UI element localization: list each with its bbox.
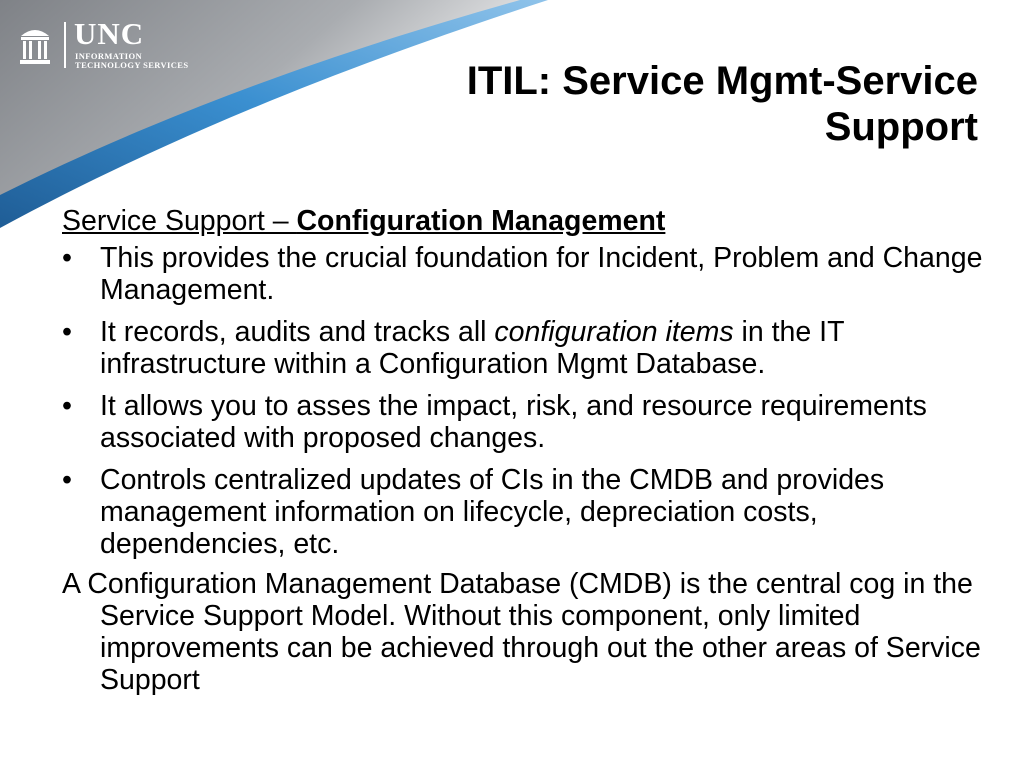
bullet-text: It allows you to asses the impact, risk, and resource requirements associated with proposed changes. bbox=[100, 390, 927, 454]
bullet-item bbox=[62, 390, 992, 454]
bullet-icon: • bbox=[62, 390, 72, 422]
old-well-icon bbox=[18, 22, 52, 66]
title-line-2: Support bbox=[824, 105, 978, 149]
bullet-icon: • bbox=[62, 464, 72, 496]
bullet-text: Controls centralized updates of CIs in the CMDB and provides management information on lifecycle, depreciation costs, dependencies, etc. bbox=[100, 464, 885, 560]
section-heading-bold: Configuration Management bbox=[296, 205, 666, 237]
bullet-text-before: It records, audits and tracks all bbox=[100, 316, 495, 348]
bullet-icon: • bbox=[62, 242, 72, 274]
slide-body bbox=[62, 205, 992, 696]
bullet-item bbox=[62, 464, 992, 560]
bullet-item bbox=[62, 242, 992, 306]
closing-paragraph: A Configuration Management Database (CMDB) is the central cog in the Service Support Model. Without this component, only limited improvements can be achieved through out the other areas of Service Support bbox=[62, 568, 981, 696]
bullet-text: This provides the crucial foundation for Incident, Problem and Change Management. bbox=[100, 242, 983, 306]
logo-divider bbox=[64, 22, 66, 68]
slide-title bbox=[278, 58, 978, 150]
bullet-text-italic: configuration items bbox=[494, 316, 734, 348]
title-line-1: ITIL: Service Mgmt-Service bbox=[466, 59, 978, 103]
bullet-icon: • bbox=[62, 316, 72, 348]
bullet-list bbox=[62, 242, 992, 560]
bullet-text-after: in the IT infrastructure within a Configuration Mgmt Database. bbox=[100, 316, 844, 380]
section-heading bbox=[62, 205, 992, 237]
unc-its-logo bbox=[18, 16, 218, 76]
bullet-item bbox=[62, 316, 992, 380]
logo-subtitle: INFORMATION TECHNOLOGY SERVICES bbox=[75, 51, 189, 70]
section-heading-prefix: Service Support – bbox=[62, 205, 297, 237]
logo-unc-text: UNC bbox=[74, 16, 145, 51]
